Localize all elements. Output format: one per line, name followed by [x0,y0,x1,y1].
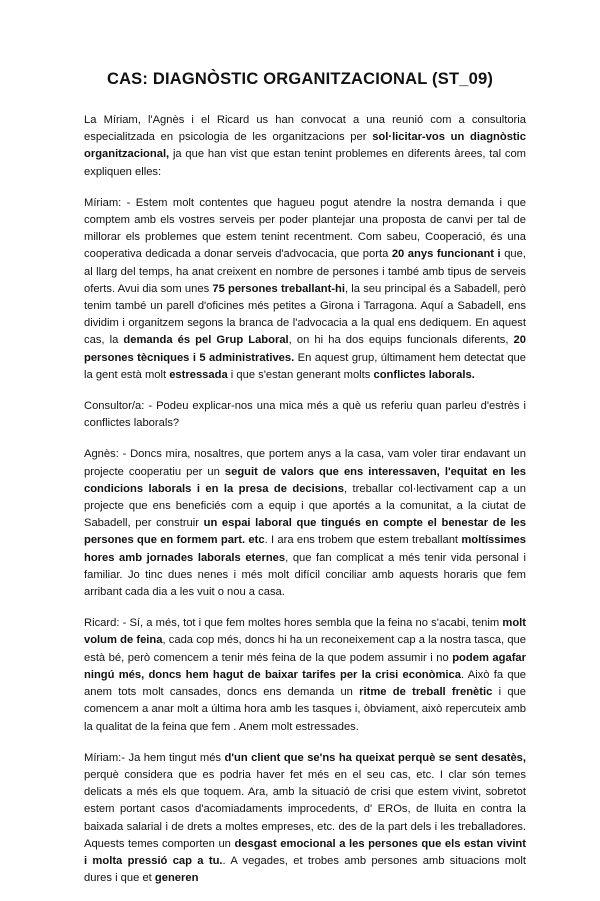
text-run: ja que han vist que estan tenint problemes en diferents àrees, tal com expliquen elles: [84,148,526,178]
bold-text: podem agafar ningú més, doncs hem hagut de baixar tarifes per la crisi econòmica [84,651,526,681]
paragraph [84,112,526,181]
text-run: perquè considera que es podria haver fet més en el seu cas, etc. I clar són temes delicats a més els que toquem. Ara, amb la situació de crisi que estem vivint, sobretot estem portant casos d'acomiadaments improcedents, d' EROs, de lluita en contra la baixada salarial i de drets a moltes empreses, etc. des de la part dels i les treballadores. Aquests temes comporten un [84,768,526,850]
text-run: , on hi ha dos equips funcionals diferents, [288,334,514,347]
text-run: . A vegades, et trobes amb persones amb situacions molt dures i que et [84,854,526,885]
text-run: . I ara ens trobem que estem treballant [264,534,462,547]
text-run: La Míriam, l'Agnès i el Ricard us han convocat a una reunió com a consultoria especialitzada en psicologia de les organitzacions per [84,114,526,144]
bold-text: desgast emocional a les persones que els estan vivint i molta pressió cap a tu. [84,837,526,867]
text-run: , treballar col·lectivament cap a un projecte que ens beneficiés com a equip i que aportés a la comunitat, a la ciutat de Sabadell, per construir [84,482,526,530]
document-title: CAS: DIAGNÒSTIC ORGANITZACIONAL (ST_09) [106,70,494,88]
bold-text: conflictes laborals. [373,368,475,381]
bold-text: molt volum de feina [84,617,526,647]
bold-text: generen [154,872,199,885]
bold-text: 20 anys funcionant i [391,248,501,261]
document-body [84,112,526,901]
bold-text: moltíssimes hores amb jornades laborals eternes [84,534,526,564]
paragraph [84,446,526,601]
text-run: que, al llarg del temps, ha anat creixent en nombre de persones i també amb tipus de serveis oferts. Avui dia som unes [84,248,526,295]
bold-text: 20 persones tècniques i 5 administratives. [84,334,526,364]
text-run: , la seu principal és a Sabadell, però tenim també un parell d'oficines més petites a Girona i Tarragona. Aquí a Sabadell, ens dividim i organitzem segons la branca de l'advocacia a la qual ens dediquem. En aquest cas, la [84,282,526,347]
bold-text: d'un client que se'ns ha queixat perquè se sent desatès, [224,751,526,764]
bold-text: estressada [169,368,228,381]
text-run: Míriam: - Estem molt contentes que hagueu pogut atendre la nostra demanda i que comptem amb els vostres serveis per poder plantejar una proposta de canvi per tal de millorar els problemes que estem tenint recentment. Com sabeu, Cooperació, és una cooperativa dedicada a donar serveis d'advocacia, que porta [84,196,526,261]
paragraph [84,750,526,888]
text-run: . Això fa que anem tots molt cansades, doncs ens demanda un [84,668,527,699]
bold-text: sol·licitar-vos un diagnòstic organitzacional, [84,131,526,161]
bold-text: 75 persones treballant-hi [212,282,345,295]
text-run: , que fan complicat a més tenir vida personal i familiar. Jo tinc dues nenes i més molt difícil conciliar amb aquests horaris que fem arribant cada dia a les vuit o nou a casa. [84,551,526,599]
paragraph [84,615,526,735]
bold-text: seguit de valors que ens interessaven, l'equitat en les condicions laborals i en la presa de decisions [84,465,526,495]
text-run: , cada cop més, doncs hi ha un reconeixement cap a la nostra tasca, que està bé, però comencem a tenir més feina de la que podem assumir i no [84,634,526,664]
text-run: Ricard: - Sí, a més, tot i que fem moltes hores sembla que la feina no s'acabi, tenim [84,617,503,630]
paragraph [84,195,526,384]
paragraph [84,398,526,432]
text-run: Míriam:- Ja hem tingut més [84,751,225,764]
bold-text: un espai laboral que tingués en compte el benestar de les persones que en formem part. etc [84,517,526,547]
text-run: Consultor/a: - Podeu explicar-nos una mica més a què us referiu quan parleu d'estrès i conflictes laborals? [84,400,526,430]
text-run: En aquest grup, últimament hem detectat que la gent està molt [84,351,527,381]
text-run: Agnès: - Doncs mira, nosaltres, que portem anys a la casa, vam voler tirar endavant un projecte cooperatiu per un [84,448,526,478]
text-run: i que comencem a anar molt a última hora amb les tasques i, òbviament, això repercuteix amb la qualitat de la feina que fem . Anem molt estressades. [84,686,526,733]
bold-text: ritme de treball frenètic [359,686,493,699]
text-run: i que s'estan generant molts [227,368,374,381]
bold-text: demanda és pel Grup Laboral [123,334,289,347]
